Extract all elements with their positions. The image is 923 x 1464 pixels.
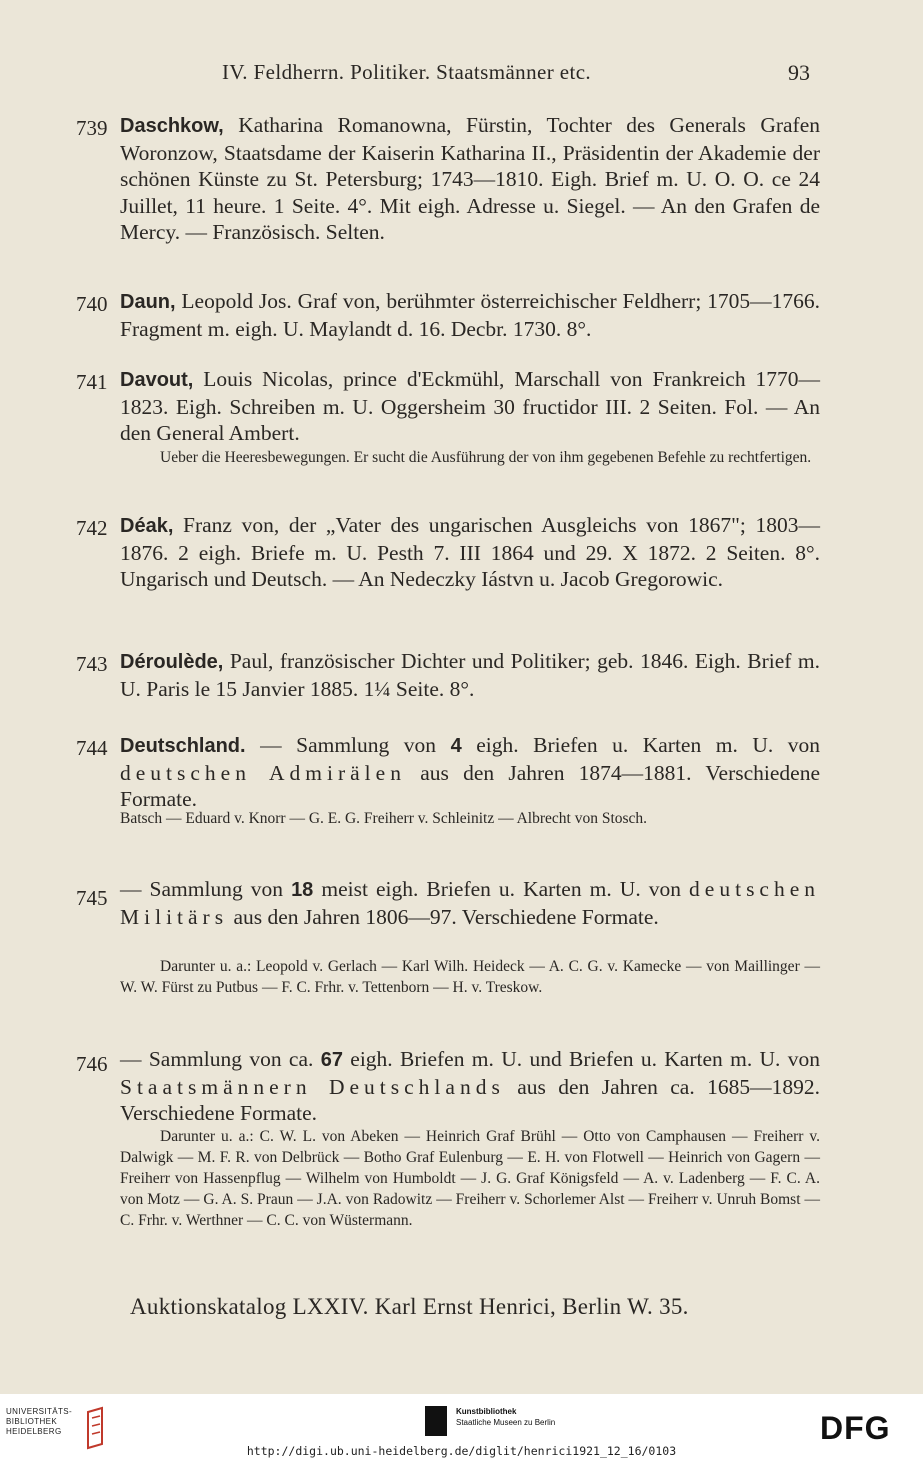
- entry-description: Paul, französischer Dichter und Politiker; geb. 1846. Eigh. Brief m. U. Paris le 15 Janvier 1885. 1¼ Seite. 8°.: [120, 649, 821, 701]
- entry-name: Déroulède,: [120, 651, 224, 673]
- entry-text-part: aus den Jahren 1874—1881. Verschiedene Formate.: [120, 760, 820, 811]
- museum-logo-icon[interactable]: [425, 1406, 447, 1436]
- entry-text: [120, 648, 820, 702]
- university-line: HEIDELBERG: [6, 1427, 62, 1436]
- lot-number: 745: [76, 886, 108, 910]
- museum-title: Kunstbibliothek: [456, 1407, 517, 1416]
- university-line: BIBLIOTHEK: [6, 1417, 58, 1426]
- page-header: [0, 60, 923, 92]
- lot-number: 746: [76, 1052, 108, 1076]
- entry-text-part: aus den Jahren ca. 1685—1892. Verschiedene Formate.: [120, 1074, 820, 1125]
- entry-text: [120, 512, 820, 593]
- entry-text-part: meist eigh. Briefen u. Karten m. U. von: [321, 877, 681, 901]
- entry-spaced-term: Staatsmännern Deutschlands: [120, 1074, 505, 1099]
- entry-text-part: eigh. Briefen m. U. und Briefen u. Karten m. U. von: [350, 1047, 821, 1071]
- entry-text-part: — Sammlung von: [120, 877, 284, 901]
- page-number: 93: [788, 60, 810, 85]
- dfg-logo[interactable]: DFG: [820, 1410, 891, 1446]
- university-library-name: [6, 1407, 72, 1437]
- lot-number: 742: [76, 516, 108, 540]
- lot-number: 739: [76, 116, 108, 140]
- university-line: UNIVERSITÄTS-: [6, 1407, 73, 1416]
- lot-number: 741: [76, 370, 108, 394]
- lot-number: 740: [76, 292, 108, 316]
- entry-text: [120, 876, 820, 930]
- entry-name: Deutschland.: [120, 735, 246, 757]
- entry-text-part: — Sammlung von ca.: [120, 1047, 314, 1071]
- entry-note: Darunter u. a.: C. W. L. von Abeken — Heinrich Graf Brühl — Otto von Camphausen — Freiherr v. Dalwigk — M. F. R. von Delbrück — Botho Graf Eulenburg — E. H. von Flotwell — Heinrich von Gagern — Freiherr von Hassenpflug — Wilhelm von Humboldt — J. G. Graf Königsfeld — A. v. Ladenberg — F. C. A. von Motz — G. A. S. Praun — J.A. von Radowitz — Freiherr v. Schorlemer Alst — Freiherr v. Unruh Bomst — C. Frhr. v. Werthner — C. C. von Wüstermann.: [120, 1128, 820, 1229]
- digitization-bar: [0, 1394, 923, 1464]
- entry-note: Batsch — Eduard v. Knorr — G. E. G. Freiherr v. Schleinitz — Albrecht von Stosch.: [120, 810, 648, 827]
- entry-description: Katharina Romanowna, Fürstin, Tochter des Generals Grafen Woronzow, Staatsdame der Kaiserin Katharina II., Präsidentin der Akademie der schönen Künste zu St. Petersburg; 1743—1810. Eigh. Brief m. U. O. O. ce 24 Juillet, 11 heure. 1 Seite. 4°. Mit eigh. Adresse u. Siegel. — An den Grafen de Mercy. — Französisch. Selten.: [120, 113, 821, 244]
- entry-spaced-term: deutschen Militärs: [120, 877, 821, 929]
- entry-description: Louis Nicolas, prince d'Eckmühl, Marschall von Frankreich 1770—1823. Eigh. Schreiben m. U. Oggersheim 30 fructidor III. 2 Seiten. Fol. — An den General Ambert.: [120, 367, 820, 445]
- entry-text-part: — Sammlung von: [260, 733, 437, 757]
- entry-text: [120, 732, 820, 813]
- catalog-footer: Auktionskatalog LXXIV. Karl Ernst Henrici, Berlin W. 35.: [130, 1294, 689, 1319]
- entry-text: [120, 112, 820, 246]
- entry-count: 18: [291, 879, 314, 901]
- entry-count: 67: [320, 1049, 343, 1071]
- entry-text: [120, 288, 820, 342]
- entry-note: Ueber die Heeresbewegungen. Er sucht die Ausführung der von ihm gegebenen Befehle zu rechtfertigen.: [160, 449, 812, 466]
- museum-subtitle: Staatliche Museen zu Berlin: [456, 1418, 556, 1427]
- entry-name: Déak,: [120, 515, 174, 537]
- entry-name: Daschkow,: [120, 115, 224, 137]
- entry-text-part: eigh. Briefen u. Karten m. U. von: [476, 733, 821, 757]
- entry-spaced-term: deutschen Admirälen: [120, 760, 406, 785]
- entry-text-part: aus den Jahren 1806—97. Verschiedene Formate.: [233, 904, 659, 929]
- entry-count: 4: [450, 735, 462, 757]
- entry-text: [120, 1046, 820, 1127]
- entry-text: [120, 366, 820, 447]
- entry-description: Leopold Jos. Graf von, berühmter österreichischer Feldherr; 1705—1766. Fragment m. eigh. U. Maylandt d. 16. Decbr. 1730. 8°.: [120, 289, 821, 341]
- entry-name: Davout,: [120, 369, 194, 391]
- entry-note: Darunter u. a.: Leopold v. Gerlach — Karl Wilh. Heideck — A. C. G. v. Kamecke — von Maillinger — W. W. Fürst zu Putbus — F. C. Frhr. v. Tettenborn — H. v. Treskow.: [120, 958, 820, 996]
- lot-number: 744: [76, 736, 108, 760]
- source-url-link[interactable]: http://digi.ub.uni-heidelberg.de/diglit/henrici1921_12_16/0103: [246, 1444, 677, 1458]
- museum-name: [456, 1406, 555, 1428]
- lot-number: 743: [76, 652, 108, 676]
- entry-name: Daun,: [120, 291, 176, 313]
- running-title: IV. Feldherrn. Politiker. Staatsmänner etc.: [222, 60, 592, 84]
- entry-description: Franz von, der „Vater des ungarischen Ausgleichs von 1867"; 1803—1876. 2 eigh. Briefe m. U. Pesth 7. III 1864 und 29. X 1872. 2 Seiten. 8°. Ungarisch und Deutsch. — An Nedeczky Iástvn u. Jacob Gregorowic.: [120, 513, 820, 591]
